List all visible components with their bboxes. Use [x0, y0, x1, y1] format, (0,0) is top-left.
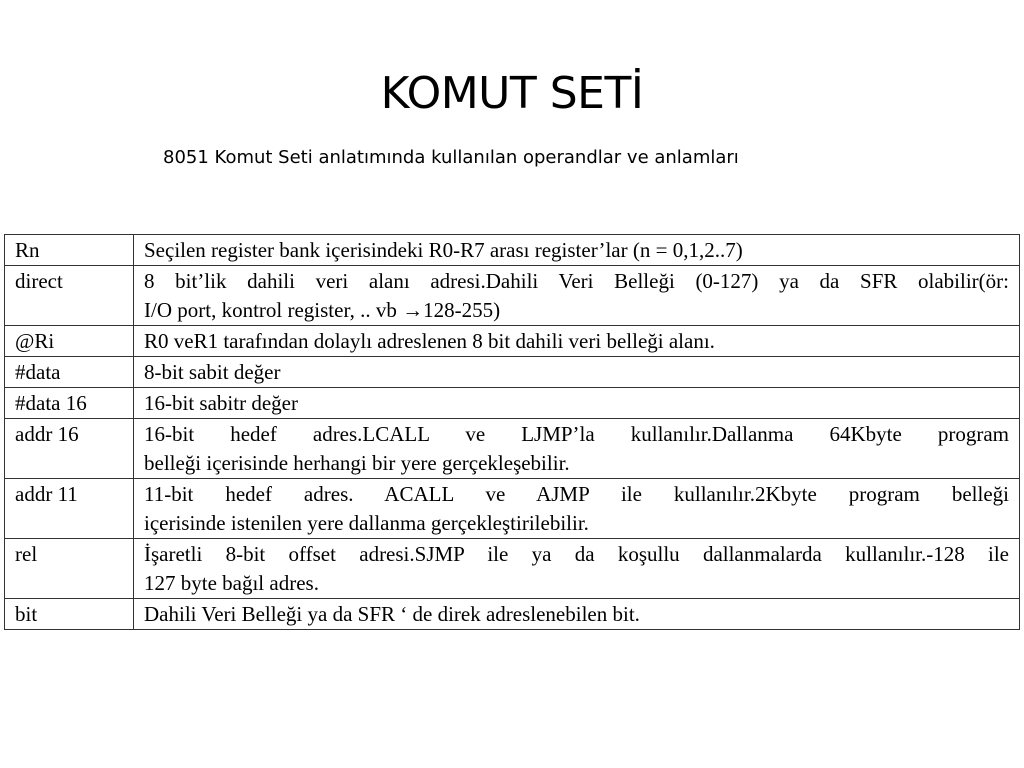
description-line: içerisinde istenilen yere dallanma gerçekleştirilebilir. — [144, 511, 589, 535]
operand-table-body — [5, 235, 1020, 630]
operand-term: direct — [5, 266, 134, 326]
description-line: I/O port, kontrol register, .. vb →128-255) — [144, 298, 501, 322]
description-line: Seçilen register bank içerisindeki R0-R7 arası register’lar (n = 0,1,2..7) — [144, 238, 743, 262]
description-line: 16-bit sabitr değer — [144, 391, 298, 415]
operand-description — [134, 479, 1020, 539]
operand-term: @Ri — [5, 326, 134, 357]
description-line: belleği içerisinde herhangi bir yere gerçekleşebilir. — [144, 451, 570, 475]
operand-table — [4, 234, 1020, 630]
operand-description — [134, 235, 1020, 266]
table-row — [5, 388, 1020, 419]
operand-term: addr 11 — [5, 479, 134, 539]
description-line: 8-bit sabit değer — [144, 360, 281, 384]
table-row — [5, 599, 1020, 630]
slide-subtitle: 8051 Komut Seti anlatımında kullanılan operandlar ve anlamları — [163, 147, 739, 168]
operand-term: #data 16 — [5, 388, 134, 419]
description-line: 16-bit hedef adres.LCALL ve LJMP’la kullanılır.Dallanma 64Kbyte program — [144, 422, 1009, 446]
operand-term: addr 16 — [5, 419, 134, 479]
slide-title: KOMUT SETİ — [380, 68, 644, 119]
operand-term: Rn — [5, 235, 134, 266]
operand-description — [134, 388, 1020, 419]
operand-term: rel — [5, 539, 134, 599]
operand-description — [134, 419, 1020, 479]
table-row — [5, 266, 1020, 326]
table-row — [5, 357, 1020, 388]
operand-description — [134, 599, 1020, 630]
operand-term: bit — [5, 599, 134, 630]
description-line: İşaretli 8-bit offset adresi.SJMP ile ya da koşullu dallanmalarda kullanılır.-128 ile — [144, 542, 1009, 566]
description-line: R0 veR1 tarafından dolaylı adreslenen 8 bit dahili veri belleği alanı. — [144, 329, 715, 353]
description-line: 11-bit hedef adres. ACALL ve AJMP ile kullanılır.2Kbyte program belleği — [144, 482, 1009, 506]
description-line: 127 byte bağıl adres. — [144, 571, 319, 595]
description-line: 8 bit’lik dahili veri alanı adresi.Dahili Veri Belleği (0-127) ya da SFR olabilir(ör: — [144, 269, 1009, 293]
operand-description — [134, 326, 1020, 357]
operand-description — [134, 357, 1020, 388]
table-row — [5, 539, 1020, 599]
description-line: Dahili Veri Belleği ya da SFR ‘ de direk adreslenebilen bit. — [144, 602, 640, 626]
table-row — [5, 479, 1020, 539]
table-row — [5, 419, 1020, 479]
operand-term: #data — [5, 357, 134, 388]
table-row — [5, 326, 1020, 357]
table-row — [5, 235, 1020, 266]
operand-description — [134, 266, 1020, 326]
operand-description — [134, 539, 1020, 599]
